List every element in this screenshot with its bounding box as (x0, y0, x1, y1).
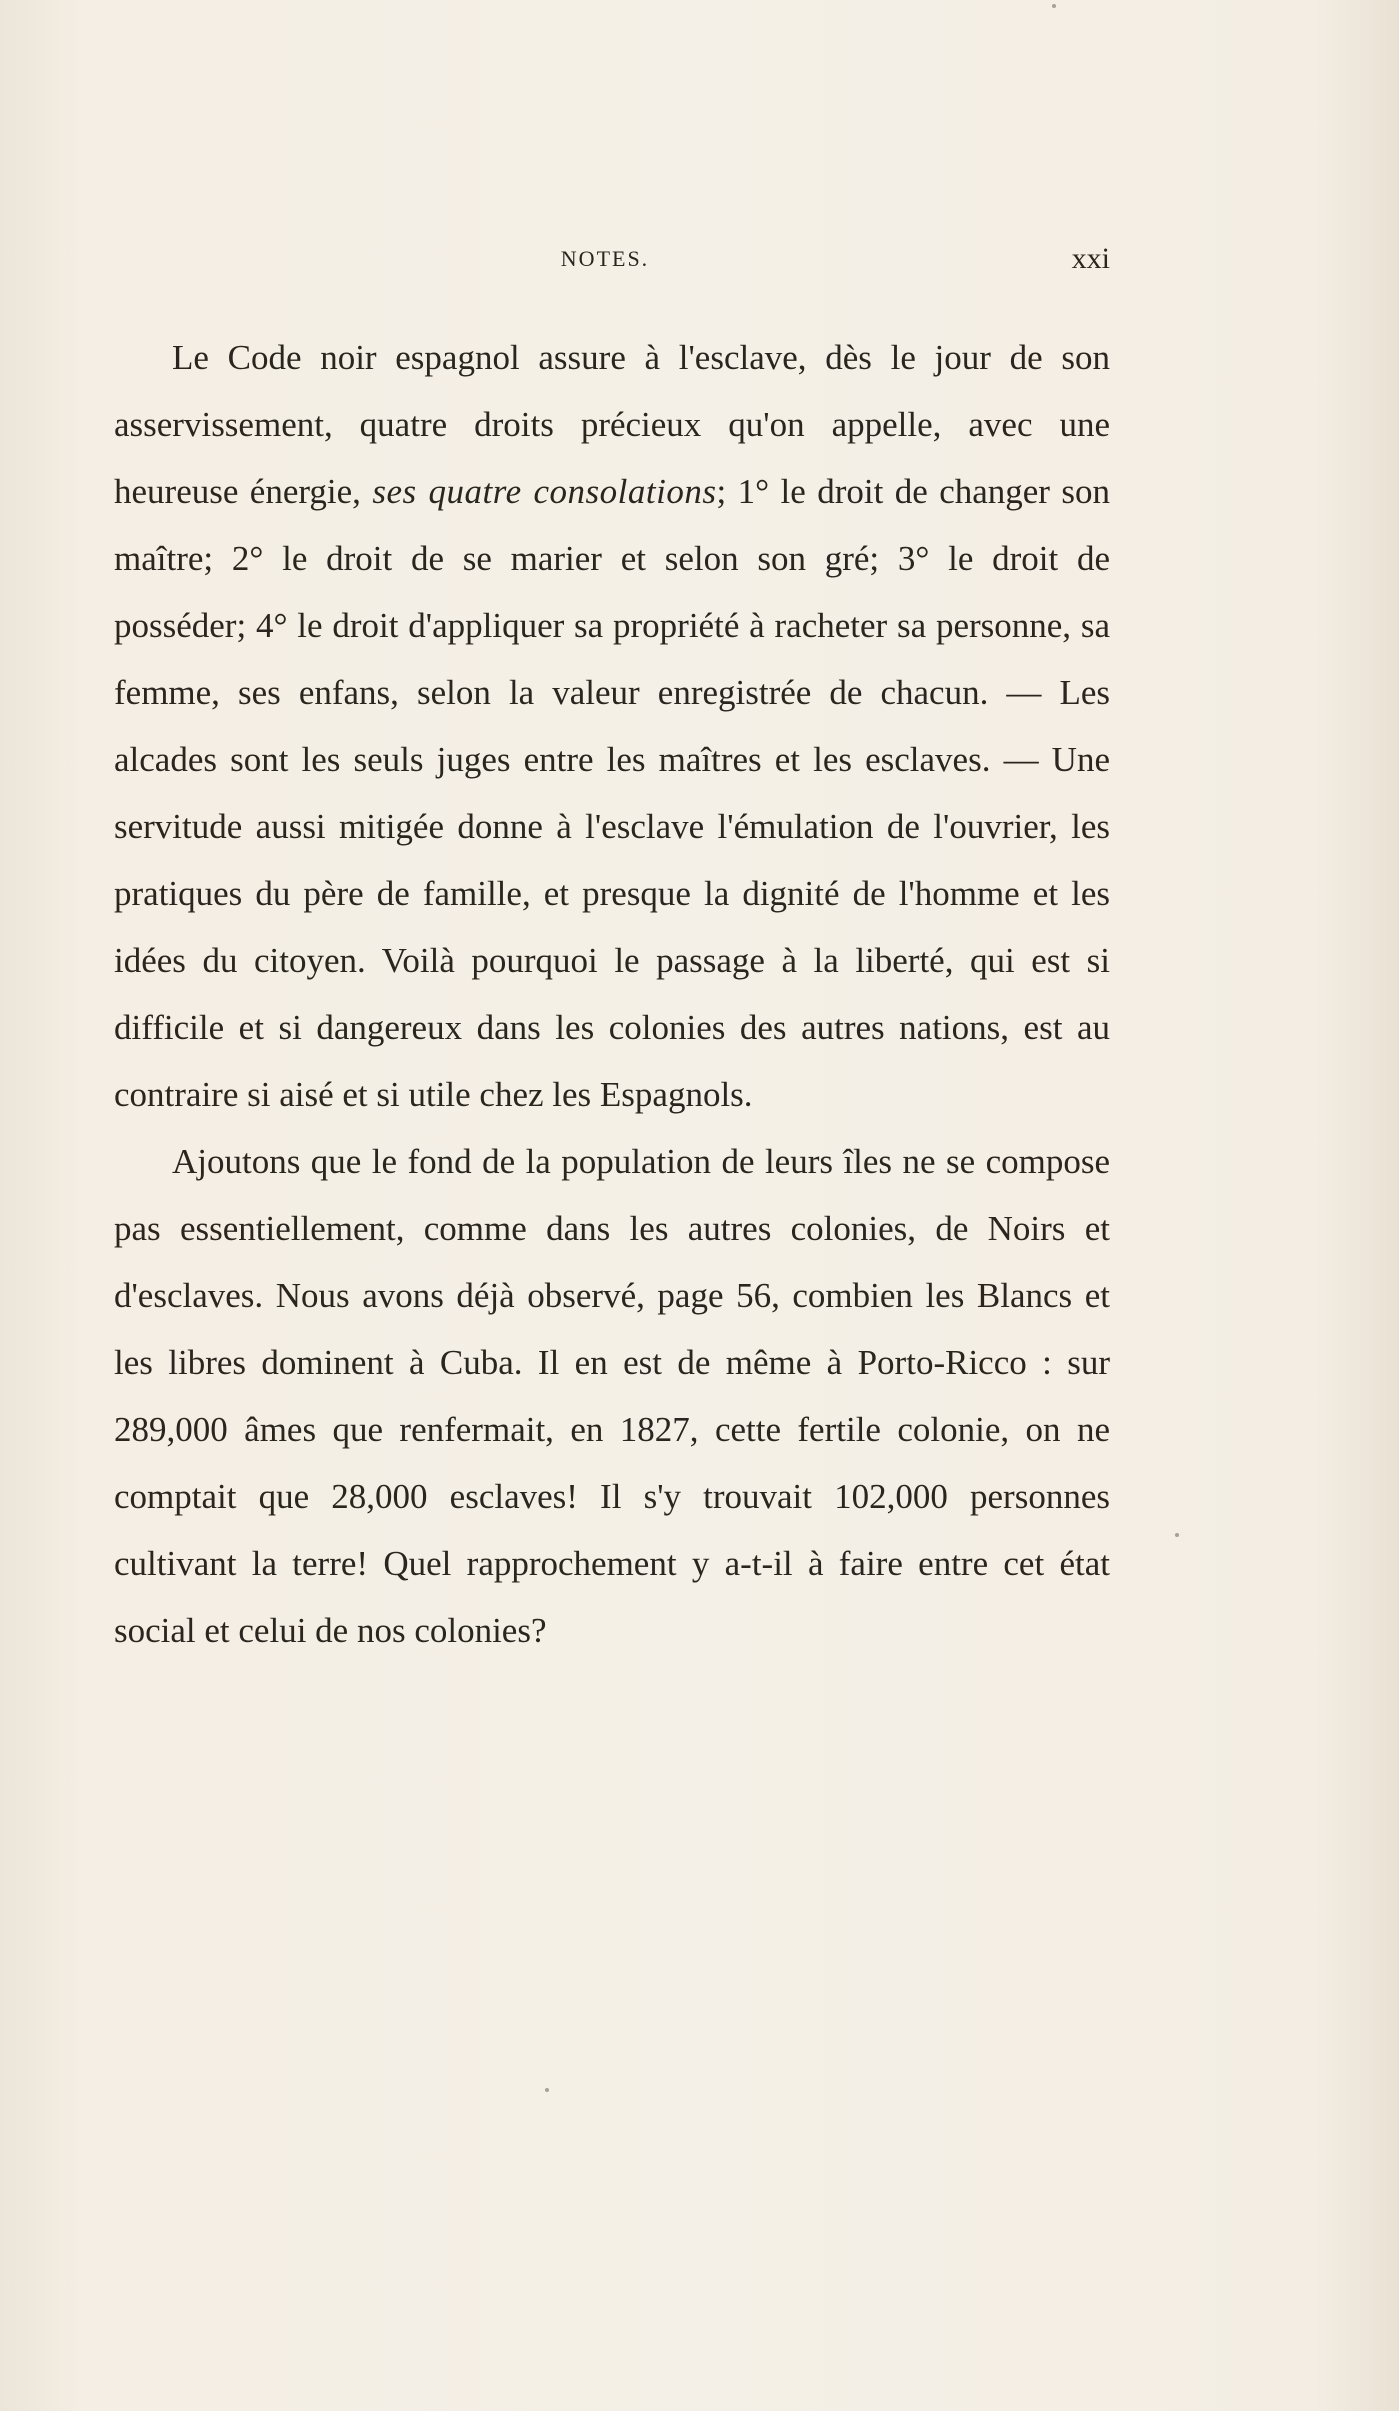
paragraph-1-text-start: Le Code noir espagnol assure à l'esclave, dès le jour de son asservissement, quatre droits précieux qu'on appelle, avec une heureuse énergie, (114, 338, 1110, 511)
page-number: xxi (1071, 242, 1110, 275)
italic-phrase: ses quatre consolations (372, 472, 717, 511)
page-header (100, 242, 1110, 286)
paragraph-1-text-end: ; 1° le droit de changer son maître; 2° le droit de se marier et selon son gré; 3° le droit de posséder; 4° le droit d'appliquer sa propriété à racheter sa personne, sa femme, ses enfans, selon la valeur enregistrée de chacun. — Les alcades sont les seuls juges entre les maîtres et les esclaves. — Une servitude aussi mitigée donne à l'esclave l'émulation de l'ouvrier, les pratiques du père de famille, et presque la dignité de l'homme et les idées du citoyen. Voilà pourquoi le passage à la liberté, qui est si difficile et si dangereux dans les colonies des autres nations, est au contraire si aisé et si utile chez les Espagnols. (114, 472, 1111, 1114)
paragraph-2: Ajoutons que le fond de la population de leurs îles ne se compose pas essentiellement, comme dans les autres colonies, de Noirs et d'esclaves. Nous avons déjà observé, page 56, combien les Blancs et les libres dominent à Cuba. Il en est de même à Porto-Ricco : sur 289,000 âmes que renfermait, en 1827, cette fertile colonie, on ne comptait que 28,000 esclaves! Il s'y trouvait 102,000 personnes cultivant la terre! Quel rapprochement y a-t-il à faire entre cet état social et celui de nos colonies? (114, 1142, 1110, 1650)
paragraph-1 (114, 324, 1110, 1128)
body-text (114, 324, 1110, 1664)
running-title: NOTES. (560, 246, 650, 271)
paper-speck (1052, 4, 1056, 8)
paper-speck (545, 2088, 549, 2092)
paper-speck (1175, 1533, 1179, 1537)
